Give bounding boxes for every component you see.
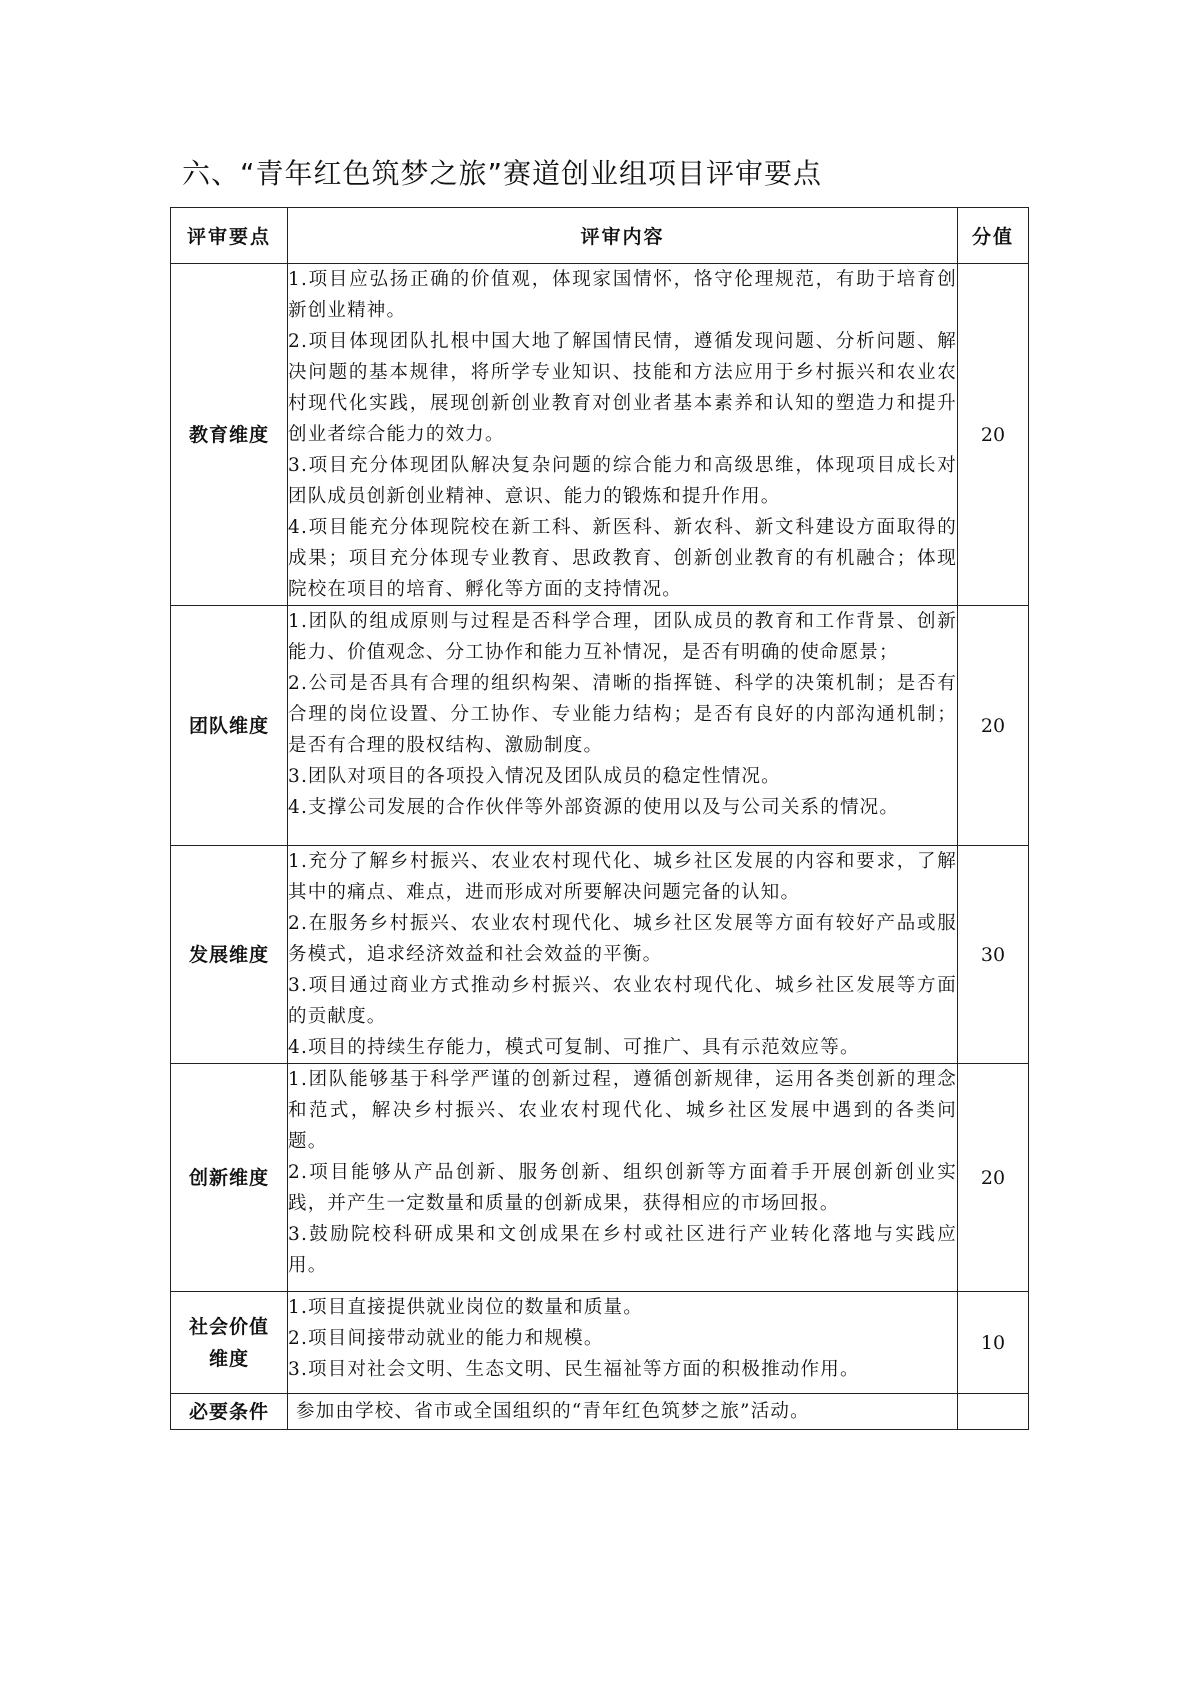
score-cell: 10 [958,1292,1029,1394]
criterion-item: 2.项目间接带动就业的能力和规模。 [288,1328,604,1349]
dimension-team: 团队维度 [171,606,288,846]
table-row [171,606,1029,846]
content-cell [288,606,958,846]
content-cell: 参加由学校、省市或全国组织的“青年红色筑梦之旅”活动。 [288,1394,958,1430]
criterion-item: 1.项目直接提供就业岗位的数量和质量。 [288,1297,643,1318]
content-cell [288,846,958,1064]
dimension-innovation: 创新维度 [171,1064,288,1292]
header-review-content: 评审内容 [288,208,958,264]
dimension-line: 维度 [208,1347,249,1370]
table-row [171,1394,1029,1430]
criterion-item: 3.团队对项目的各项投入情况及团队成员的稳定性情况。 [288,766,781,787]
dimension-education: 教育维度 [171,264,288,606]
criterion-item: 3.鼓励院校科研成果和文创成果在乡村或社区进行产业转化落地与实践应用。 [288,1224,957,1276]
dimension-line: 社会价值 [188,1315,269,1338]
criterion-item: 3.项目通过商业方式推动乡村振兴、农业农村现代化、城乡社区发展等方面的贡献度。 [288,975,957,1027]
criterion-item: 2.公司是否具有合理的组织构架、清晰的指挥链、科学的决策机制；是否有合理的岗位设置、分工协作、专业能力结构；是否有良好的内部沟通机制；是否有合理的股权结构、激励制度。 [288,673,957,756]
dimension-development: 发展维度 [171,846,288,1064]
criterion-item: 2.项目体现团队扎根中国大地了解国情民情，遵循发现问题、分析问题、解决问题的基本规律，将所学专业知识、技能和方法应用于乡村振兴和农业农村现代化实践，展现创新创业教育对创业者基本素养和认知的塑造力和提升创业者综合能力的效力。 [288,331,957,445]
criterion-item: 4.项目的持续生存能力，模式可复制、可推广、具有示范效应等。 [288,1037,860,1058]
criterion-item: 1.团队的组成原则与过程是否科学合理，团队成员的教育和工作背景、创新能力、价值观念、分工协作和能力互补情况，是否有明确的使命愿景； [288,611,957,663]
score-cell: 20 [958,606,1029,846]
criterion-item: 3.项目充分体现团队解决复杂问题的综合能力和高级思维，体现项目成长对团队成员创新创业精神、意识、能力的锻炼和提升作用。 [288,455,957,507]
table-row [171,1064,1029,1292]
score-cell: 30 [958,846,1029,1064]
table-header-row [171,208,1029,264]
score-cell [958,1394,1029,1430]
review-table [170,207,1029,1430]
criterion-item: 2.在服务乡村振兴、农业农村现代化、城乡社区发展等方面有较好产品或服务模式，追求经济效益和社会效益的平衡。 [288,913,957,965]
content-cell [288,1064,958,1292]
content-cell [288,1292,958,1394]
table-row [171,846,1029,1064]
table-row [171,1292,1029,1394]
header-review-point: 评审要点 [171,208,288,264]
dimension-requirement: 必要条件 [171,1394,288,1430]
criterion-item: 4.项目能充分体现院校在新工科、新医科、新农科、新文科建设方面取得的成果；项目充分体现专业教育、思政教育、创新创业教育的有机融合；体现院校在项目的培育、孵化等方面的支持情况。 [288,517,957,600]
criterion-item: 2.项目能够从产品创新、服务创新、组织创新等方面着手开展创新创业实践，并产生一定数量和质量的创新成果，获得相应的市场回报。 [288,1162,957,1214]
page-title: 六、“青年红色筑梦之旅”赛道创业组项目评审要点 [182,157,823,190]
criterion-item: 1.项目应弘扬正确的价值观，体现家国情怀，恪守伦理规范，有助于培育创新创业精神。 [288,269,957,321]
criterion-item: 1.团队能够基于科学严谨的创新过程，遵循创新规律，运用各类创新的理念和范式，解决乡村振兴、农业农村现代化、城乡社区发展中遇到的各类问题。 [288,1069,957,1152]
criterion-item: 4.支撑公司发展的合作伙伴等外部资源的使用以及与公司关系的情况。 [288,797,900,818]
score-cell: 20 [958,264,1029,606]
criterion-item: 1.充分了解乡村振兴、农业农村现代化、城乡社区发展的内容和要求，了解其中的痛点、难点，进而形成对所要解决问题完备的认知。 [288,851,957,903]
score-cell: 20 [958,1064,1029,1292]
header-score: 分值 [958,208,1029,264]
criterion-item: 3.项目对社会文明、生态文明、民生福祉等方面的积极推动作用。 [288,1359,860,1380]
content-cell [288,264,958,606]
table-row [171,264,1029,606]
dimension-social-value [171,1292,288,1394]
